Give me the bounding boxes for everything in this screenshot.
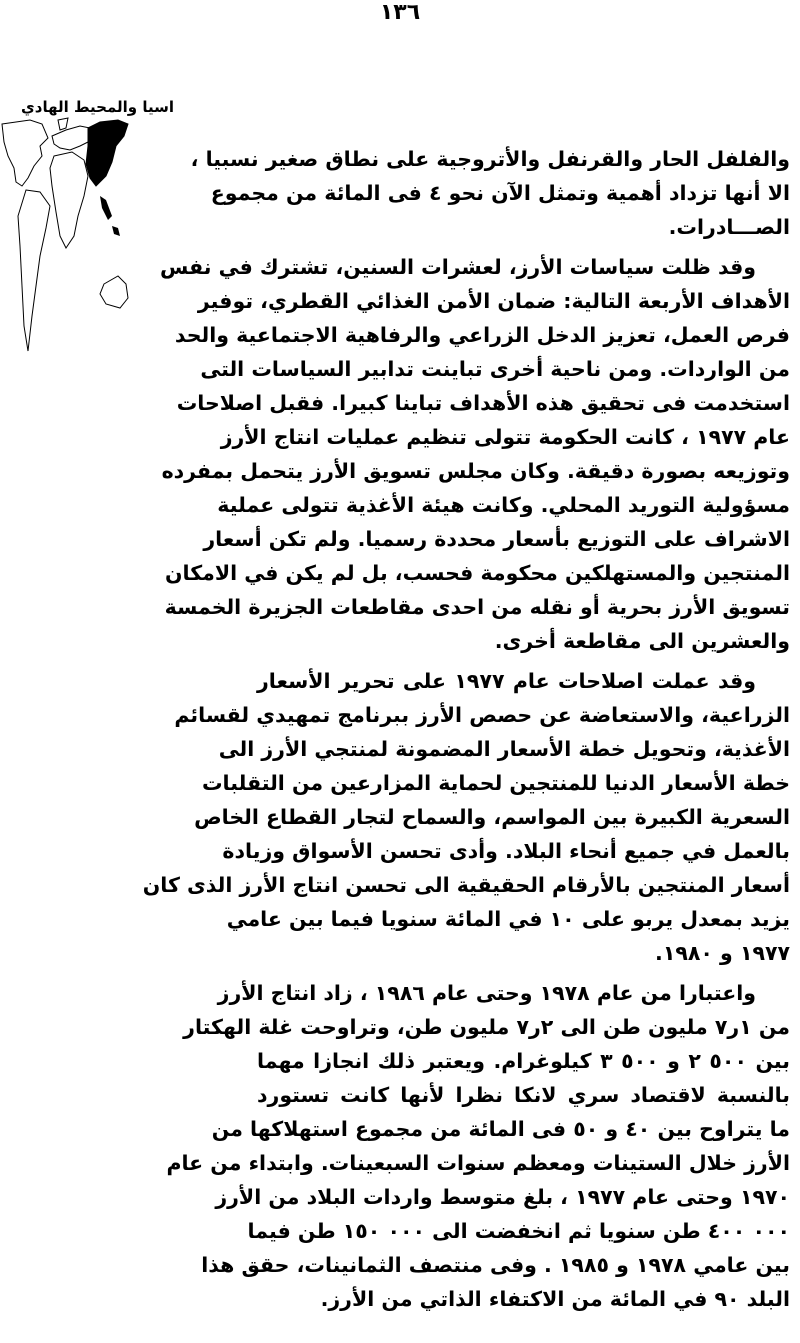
text-line: يزيد بمعدل يربو على ١٠ في المائة سنويا فيما بين عامي <box>226 907 790 931</box>
text-line: الصـــادرات. <box>668 215 790 239</box>
world-map-icon <box>0 116 132 356</box>
text-line: استخدمت فى تحقيق هذه الأهداف تباينا كبيرا. فقبل اصلاحات <box>176 391 790 415</box>
text-line: من الواردات. ومن ناحية أخرى تباينت تدابير السياسات التى <box>200 357 790 381</box>
text-line: واعتبارا من عام ١٩٧٨ وحتى عام ١٩٨٦ ، زاد انتاج الأرز <box>217 981 756 1005</box>
text-line: الأغذية، وتحويل خطة الأسعار المضمونة لمنتجي الأرز الى <box>218 737 790 761</box>
paragraph-2 <box>160 250 790 658</box>
text-line: الأرز خلال الستينات ومعظم سنوات السبعينات. وابتداء من عام <box>166 1151 790 1175</box>
text-line: بين عامي ١٩٧٨ و ١٩٨٥ . وفى منتصف الثمانينات، حقق هذا <box>201 1253 790 1277</box>
text-line: والعشرين الى مقاطعة أخرى. <box>494 629 790 653</box>
text-line: البلد ٩٠ في المائة من الاكتفاء الذاتي من الأرز. <box>320 1287 790 1311</box>
text-line: ما يتراوح بين ٤٠ و ٥٠ فى المائة من مجموع استهلاكها من <box>211 1117 790 1141</box>
text-line: بالنسبة لاقتصاد سري لانكا نظرا لأنها كانت تستورد <box>257 1083 790 1107</box>
text-line: الا أنها تزداد أهمية وتمثل الآن نحو ٤ فى المائة من مجموع <box>210 181 790 205</box>
text-line: بالعمل في جميع أنحاء البلاد. وأدى تحسن الأسواق وزيادة <box>222 839 790 863</box>
asia-highlight <box>86 120 128 186</box>
section-title: اسيا والمحيط الهادي <box>21 98 174 116</box>
paragraph-1 <box>190 142 790 244</box>
text-line: مسؤولية التوريد المحلي. وكانت هيئة الأغذية تتولى عملية <box>217 493 790 517</box>
text-line: تسويق الأرز بحرية أو نقله من احدى مقاطعات الجزيرة الخمسة <box>164 595 790 619</box>
text-line: السعرية الكبيرة بين المواسم، والسماح لتجار القطاع الخاص <box>194 805 790 829</box>
text-line: من ١ر٧ مليون طن الى ٢ر٧ مليون طن، وتراوحت غلة الهكتار <box>183 1015 790 1039</box>
text-line: فرص العمل، تعزيز الدخل الزراعي والرفاهية الاجتماعية والحد <box>174 323 790 347</box>
text-line: ١٩٧٠ وحتى عام ١٩٧٧ ، بلغ متوسط واردات البلاد من الأرز <box>215 1185 790 1209</box>
paragraph-4 <box>166 976 790 1316</box>
text-line: وتوزيعه بصورة دقيقة. وكان مجلس تسويق الأرز يتحمل بمفرده <box>161 459 790 483</box>
text-line: وقد ظلت سياسات الأرز، لعشرات السنين، تشترك في نفس <box>160 255 756 279</box>
text-line: الاشراف على التوزيع بأسعار محددة رسميا. ولم تكن أسعار <box>203 527 790 551</box>
text-line: الزراعية، والاستعاضة عن حصص الأرز ببرنامج تمهيدي لقسائم <box>174 703 790 727</box>
text-line: أسعار المنتجين بالأرقام الحقيقية الى تحسن انتاج الأرز الذى كان <box>142 873 790 897</box>
text-line: والفلفل الحار والقرنفل والأتروجية على نطاق صغير نسبيا ، <box>190 147 790 171</box>
text-line: الأهداف الأربعة التالية: ضمان الأمن الغذائي القطري، توفير <box>197 289 790 313</box>
body-text <box>142 142 790 1322</box>
text-line: ٠٠٠ ٤٠٠ طن سنويا ثم انخفضت الى ٠٠٠ ١٥٠ طن فيما <box>247 1219 790 1243</box>
text-line: خطة الأسعار الدنيا للمنتجين لحماية المزارعين من التقلبات <box>201 771 790 795</box>
text-line: ١٩٧٧ و ١٩٨٠. <box>655 941 790 965</box>
text-line: عام ١٩٧٧ ، كانت الحكومة تتولى تنظيم عمليات انتاج الأرز <box>220 425 790 449</box>
text-line: بين ٥٠٠ ٢ و ٥٠٠ ٣ كيلوغرام. ويعتبر ذلك انجازا مهما <box>257 1049 790 1073</box>
paragraph-3 <box>142 664 790 970</box>
text-line: المنتجين والمستهلكين محكومة فحسب، بل لم يكن في الامكان <box>165 561 790 585</box>
page-number: ١٣٦ <box>379 0 421 25</box>
text-line: وقد عملت اصلاحات عام ١٩٧٧ على تحرير الأسعار <box>257 669 756 693</box>
